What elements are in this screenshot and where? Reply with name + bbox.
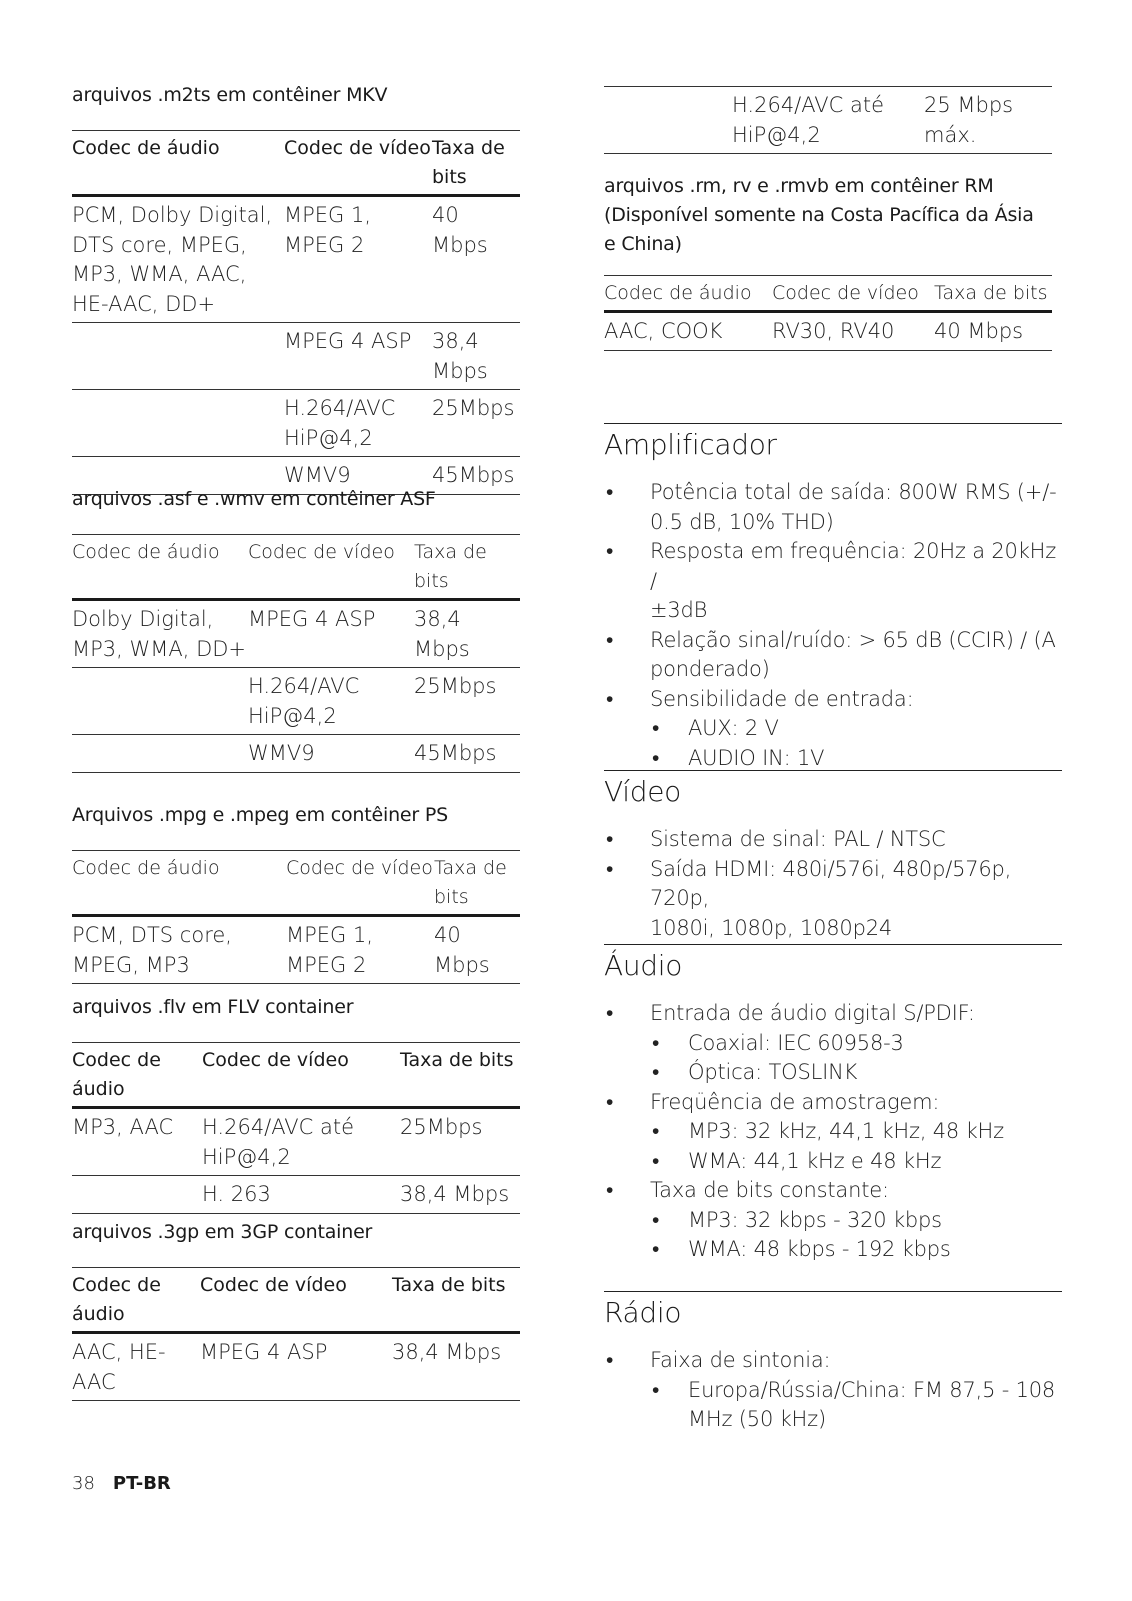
bullet-icon: • bbox=[652, 1207, 660, 1232]
header-audio-codec: Codec de áudio bbox=[72, 857, 220, 879]
bullet-icon: • bbox=[606, 1178, 614, 1202]
header-audio-codec: Codec de áudio bbox=[72, 1049, 161, 1100]
list-item-line: Relação sinal/ruído: > 65 dB (CCIR) / (A bbox=[650, 627, 1056, 652]
header-audio-codec: Codec de áudio bbox=[604, 282, 752, 304]
video-list bbox=[604, 825, 1062, 943]
list-item-line: Faixa de sintonia: bbox=[650, 1348, 831, 1372]
list-item-line: AUDIO IN: 1V bbox=[688, 745, 825, 770]
section-divider bbox=[604, 770, 1062, 771]
table-row bbox=[72, 668, 520, 735]
bullet-icon: • bbox=[652, 745, 660, 770]
rm-heading-line: e China) bbox=[604, 233, 682, 255]
table-row bbox=[72, 1108, 520, 1176]
bullet-icon: • bbox=[652, 716, 660, 740]
amplificador-list bbox=[604, 478, 1062, 773]
header-bitrate: Taxa de bits bbox=[934, 282, 1048, 304]
section-title-video: Vídeo bbox=[604, 775, 681, 808]
radio-list bbox=[604, 1346, 1062, 1435]
header-video-codec: Codec de vídeo bbox=[772, 282, 919, 304]
header-video-codec: Codec de vídeo bbox=[202, 1049, 349, 1071]
cell-video: H.264/AVC até HiP@4,2 bbox=[732, 93, 885, 147]
bullet-icon: • bbox=[606, 627, 614, 652]
header-video-codec: Codec de vídeo bbox=[248, 541, 395, 563]
cell-video: WMV9 bbox=[248, 741, 315, 765]
cell-audio bbox=[72, 668, 248, 735]
list-item bbox=[604, 999, 1062, 1029]
list-item-line: Potência total de saída: 800W RMS (+/- bbox=[650, 480, 1057, 504]
list-item-line: MP3: 32 kHz, 44,1 kHz, 48 kHz bbox=[688, 1119, 1004, 1143]
list-item-line: MHz (50 kHz) bbox=[688, 1407, 826, 1431]
header-video-codec: Codec de vídeo bbox=[200, 1274, 347, 1296]
3gp-heading: arquivos .3gp em 3GP container bbox=[72, 1221, 373, 1243]
section-title-radio: Rádio bbox=[604, 1296, 682, 1329]
table-row bbox=[72, 196, 520, 323]
header-bitrate: Taxa de bits bbox=[392, 1274, 506, 1296]
cell-audio bbox=[72, 1176, 202, 1214]
cell-audio bbox=[72, 390, 284, 457]
list-item-line: Sensibilidade de entrada: bbox=[650, 686, 914, 711]
list-item-line: Óptica: TOSLINK bbox=[688, 1060, 858, 1084]
rm-heading-line: (Disponível somente na Costa Pacífica da Ásia bbox=[604, 204, 1034, 226]
cell-bitrate: 45Mbps bbox=[432, 463, 515, 487]
list-item-line: Entrada de áudio digital S/PDIF: bbox=[650, 1001, 975, 1025]
header-audio-codec: Codec de áudio bbox=[72, 541, 220, 563]
3gp-table bbox=[72, 1267, 520, 1401]
list-subitem bbox=[604, 1029, 1062, 1059]
table-row bbox=[72, 1176, 520, 1214]
page-footer bbox=[72, 1473, 171, 1494]
cell-video: H.264/AVC HiP@4,2 bbox=[248, 674, 360, 728]
header-video-codec: Codec de vídeo bbox=[286, 857, 433, 879]
list-item-line: WMA: 48 kbps - 192 kbps bbox=[688, 1237, 951, 1261]
table-row bbox=[604, 312, 1052, 351]
asf-table bbox=[72, 534, 520, 773]
bullet-icon: • bbox=[606, 1348, 614, 1372]
header-bitrate: Taxa de bits bbox=[414, 541, 487, 592]
section-title-amplificador: Amplificador bbox=[604, 428, 777, 461]
cell-audio bbox=[604, 87, 732, 154]
bullet-icon: • bbox=[606, 1001, 614, 1025]
list-subitem bbox=[604, 714, 1062, 744]
rm-heading-line: arquivos .rm, rv e .rmvb em contêiner RM bbox=[604, 175, 994, 197]
table-header-row bbox=[72, 851, 520, 916]
cell-bitrate: 45Mbps bbox=[414, 741, 497, 765]
list-item-line: Sistema de sinal: PAL / NTSC bbox=[650, 827, 946, 851]
list-subitem bbox=[604, 1235, 1062, 1265]
cell-video: RV30, RV40 bbox=[772, 319, 895, 343]
bullet-icon: • bbox=[606, 827, 614, 851]
cell-bitrate: 25Mbps bbox=[414, 674, 497, 698]
section-divider bbox=[604, 423, 1062, 424]
cell-video: H. 263 bbox=[202, 1182, 271, 1206]
bullet-icon: • bbox=[652, 1060, 660, 1084]
list-subitem bbox=[604, 1147, 1062, 1177]
list-subitem bbox=[604, 1206, 1062, 1236]
table-row bbox=[72, 1333, 520, 1401]
cell-video: MPEG 4 ASP bbox=[248, 607, 376, 631]
list-item bbox=[604, 1088, 1062, 1118]
mpg-heading: Arquivos .mpg e .mpeg em contêiner PS bbox=[72, 804, 448, 826]
cell-audio: MP3, AAC bbox=[72, 1115, 174, 1139]
header-audio-codec: Codec de áudio bbox=[72, 137, 220, 159]
list-subitem bbox=[604, 1058, 1062, 1088]
cell-audio bbox=[72, 735, 248, 773]
cell-video: MPEG 4 ASP bbox=[284, 329, 412, 353]
cell-video: MPEG 1, MPEG 2 bbox=[286, 923, 374, 977]
cell-bitrate: 40 Mbps bbox=[432, 203, 488, 257]
rm-table bbox=[604, 275, 1052, 351]
cell-bitrate: 38,4 Mbps bbox=[414, 607, 470, 661]
cell-audio bbox=[72, 323, 284, 390]
table-header-row bbox=[72, 1043, 520, 1108]
cell-bitrate: 38,4 Mbps bbox=[392, 1340, 502, 1364]
table-header-row bbox=[72, 1268, 520, 1333]
list-item-line: Resposta em frequência: 20Hz a 20kHz / bbox=[650, 539, 1057, 593]
list-item bbox=[604, 478, 1062, 537]
list-item bbox=[604, 1176, 1062, 1206]
bullet-icon: • bbox=[652, 1030, 660, 1055]
bullet-icon: • bbox=[606, 1089, 614, 1114]
cell-video: MPEG 4 ASP bbox=[200, 1340, 328, 1364]
continued-table bbox=[604, 86, 1052, 154]
list-item-line: MP3: 32 kbps - 320 kbps bbox=[688, 1207, 942, 1232]
cell-video: WMV9 bbox=[284, 463, 351, 487]
list-item-line: ponderado) bbox=[650, 657, 770, 681]
page-number: 38 bbox=[72, 1473, 95, 1494]
mpg-table bbox=[72, 850, 520, 984]
asf-heading: arquivos .asf e .wmv em contêiner ASF bbox=[72, 488, 436, 510]
cell-bitrate: 25Mbps bbox=[432, 396, 515, 420]
list-item bbox=[604, 825, 1062, 855]
list-item-line: Freqüência de amostragem: bbox=[650, 1089, 940, 1114]
section-title-audio: Áudio bbox=[604, 949, 683, 982]
flv-heading: arquivos .flv em FLV container bbox=[72, 996, 354, 1018]
list-subitem bbox=[604, 744, 1062, 774]
rm-heading bbox=[604, 172, 1034, 259]
cell-audio: PCM, DTS core, MPEG, MP3 bbox=[72, 923, 232, 977]
list-item bbox=[604, 1346, 1062, 1376]
list-item-line: 1080i, 1080p, 1080p24 bbox=[650, 915, 893, 940]
cell-audio: AAC, HE-AAC bbox=[72, 1340, 166, 1394]
list-item-line: ±3dB bbox=[650, 598, 708, 622]
list-item-line: Saída HDMI: 480i/576i, 480p/576p, 720p, bbox=[650, 856, 1012, 910]
header-bitrate: Taxa de bits bbox=[432, 137, 505, 188]
table-header-row bbox=[72, 131, 520, 196]
header-audio-codec: Codec de áudio bbox=[72, 1274, 161, 1325]
cell-bitrate: 38,4 Mbps bbox=[400, 1182, 510, 1206]
cell-bitrate: 38,4 Mbps bbox=[432, 329, 488, 383]
m2ts-table bbox=[72, 130, 520, 495]
table-row bbox=[604, 87, 1052, 154]
cell-audio: PCM, Dolby Digital, DTS core, MPEG, MP3, WMA, AAC, HE-AAC, DD+ bbox=[72, 203, 273, 316]
cell-video: H.264/AVC HiP@4,2 bbox=[284, 396, 396, 450]
list-item-line: AUX: 2 V bbox=[688, 716, 779, 740]
table-row bbox=[72, 600, 520, 668]
section-divider bbox=[604, 944, 1062, 945]
bullet-icon: • bbox=[606, 856, 614, 881]
section-divider bbox=[604, 1291, 1062, 1292]
bullet-icon: • bbox=[652, 1377, 660, 1402]
list-item-line: Europa/Rússia/China: FM 87,5 - 108 bbox=[688, 1377, 1056, 1402]
list-item-line: Coaxial: IEC 60958-3 bbox=[688, 1030, 904, 1055]
list-subitem bbox=[604, 1376, 1062, 1435]
list-item bbox=[604, 537, 1062, 626]
cell-bitrate: 40 Mbps bbox=[434, 923, 490, 977]
cell-video: H.264/AVC até HiP@4,2 bbox=[202, 1115, 355, 1169]
bullet-icon: • bbox=[606, 686, 614, 711]
table-row bbox=[72, 916, 520, 984]
cell-audio: AAC, COOK bbox=[604, 319, 723, 343]
list-item-line: Taxa de bits constante: bbox=[650, 1178, 889, 1202]
bullet-icon: • bbox=[606, 480, 614, 504]
cell-bitrate: 25 Mbps máx. bbox=[924, 93, 1014, 147]
language-code: PT-BR bbox=[112, 1473, 171, 1494]
bullet-icon: • bbox=[652, 1148, 660, 1173]
bullet-icon: • bbox=[606, 539, 614, 563]
bullet-icon: • bbox=[652, 1237, 660, 1261]
table-header-row bbox=[72, 535, 520, 600]
list-item bbox=[604, 855, 1062, 944]
m2ts-heading: arquivos .m2ts em contêiner MKV bbox=[72, 84, 388, 106]
header-bitrate: Taxa de bits bbox=[400, 1049, 514, 1071]
header-bitrate: Taxa de bits bbox=[434, 857, 507, 908]
audio-list bbox=[604, 999, 1062, 1265]
list-item bbox=[604, 685, 1062, 715]
cell-audio: Dolby Digital, MP3, WMA, DD+ bbox=[72, 607, 247, 661]
cell-video: MPEG 1, MPEG 2 bbox=[284, 203, 372, 257]
list-subitem bbox=[604, 1117, 1062, 1147]
list-item-line: 0.5 dB, 10% THD) bbox=[650, 509, 834, 534]
list-item-line: WMA: 44,1 kHz e 48 kHz bbox=[688, 1148, 942, 1173]
bullet-icon: • bbox=[652, 1119, 660, 1143]
table-row bbox=[72, 735, 520, 773]
table-header-row bbox=[604, 276, 1052, 312]
list-item bbox=[604, 626, 1062, 685]
cell-bitrate: 25Mbps bbox=[400, 1115, 483, 1139]
cell-bitrate: 40 Mbps bbox=[934, 319, 1024, 343]
flv-table bbox=[72, 1042, 520, 1214]
table-row bbox=[72, 390, 520, 457]
header-video-codec: Codec de vídeo bbox=[284, 137, 431, 159]
table-row bbox=[72, 323, 520, 390]
